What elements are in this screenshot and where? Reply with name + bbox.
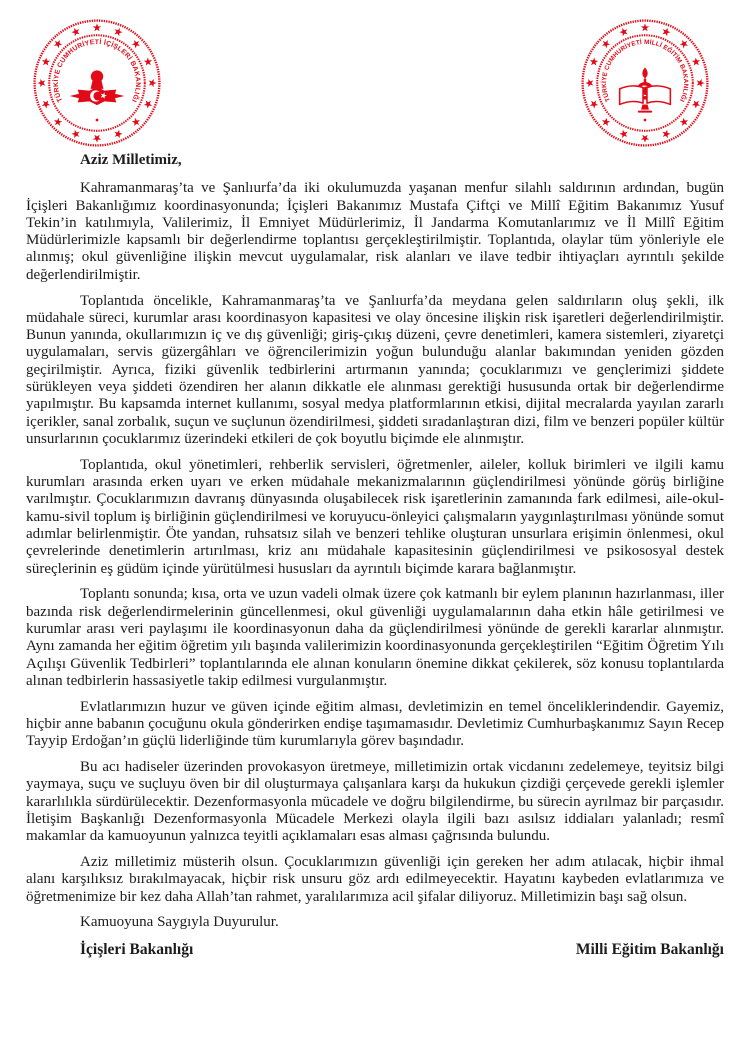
salutation: Aziz Milletimiz, [80, 152, 182, 168]
seal-bottom-dot [644, 119, 647, 122]
paragraph-6: Bu acı hadiseler üzerinden provokasyon üretmeye, milletimizin ortak vicdanını zedelemeye, teyitsiz bilgi yaymaya, suçu ve suçluyu öven bir dil oluşturmaya çalışanlara karşı da hukukun çizdiği çerçevede gerekli işlemler kararlılıkla sürdürülecektir. Dezenformasyonla mücadele ve doğru bilgilendirme, bu sürecin ayrılmaz bir parçasıdır. İletişim Başkanlığı Dezenformasyonla Mücadele Merkezi olayla ilgili bazı asılsız iddiaları yalanladı; resmî makamlar da kamuoyunun yalnızca teyitli açıklamaları esas alması çağrısında bulundu. [26, 759, 724, 845]
paragraph-7: Aziz milletimiz müsterih olsun. Çocuklarımızın güvenliği için gereken her adım atılacak, hiçbir ihmal alanı karşılıksız bırakılmayacak, hiçbir risk unsuru göz ardı edilmeyecektir. Hayatını kaybeden evlatlarımıza ve öğretmenimize bir kez daha Allah’tan rahmet, yaralılarımıza acil şifalar diliyoruz. Milletimizin başı sağ olsun. [26, 853, 724, 905]
paragraph-3: Toplantıda, okul yönetimleri, rehberlik servisleri, öğretmenler, aileler, kolluk birimleri ve ilgili kamu kurumları arasında erken uyarı ve erken müdahale mekanizmalarının güçlendirilmesi yönünde görüş birliğine varılmıştır. Çocuklarımızın davranış dünyasında oluşabilecek risk işaretlerinin zamanında fark edilmesi, aile-okul-kamu-sivil toplum iş birliğinin güçlendirilmesi ve koruyucu-önleyici çalışmaların yaygınlaştırılması yönünde somut adımlar belirlenmiştir. Öte yandan, ruhsatsız silah ve benzeri tehlike oluşturan unsurlara erişimin önlenmesi, okul çevrelerinde denetimlerin artırılması, kriz anı müdahale kapasitesinin güçlendirilmesi ve psikososyal destek süreçlerinin eş güdüm içinde yürütülmesi hususları da ayrıntılı biçimde karara bağlanmıştır. [26, 456, 724, 577]
ataturk-silhouette-icon [91, 70, 104, 89]
signature-interior-ministry: İçişleri Bakanlığı [80, 940, 194, 958]
interior-ministry-seal-icon [32, 18, 162, 148]
seal-bottom-dot [96, 119, 99, 122]
book-pedestal-icon [638, 104, 652, 112]
signature-row [26, 941, 724, 958]
paragraph-5: Evlatlarımızın huzur ve güven içinde eğitim alması, devletimizin en temel önceliklerindendir. Gayemiz, hiçbir anne babanın çocuğunu okula gönderirken endişe taşımamasıdır. Devletimiz Cumhurbaşkanımız Sayın Recep Tayyip Erdoğan’ın güçlü liderliğinde tüm kurumlarıyla görev başındadır. [26, 698, 724, 750]
interior-seal-ring-text: TÜRKİYE CUMHURİYETİ İÇİŞLERİ BAKANLIĞI [52, 38, 142, 104]
education-ministry-seal-icon [580, 18, 710, 148]
closing-line: Kamuoyuna Saygıyla Duyurulur. [80, 914, 279, 931]
paragraph-1: Kahramanmaraş’ta ve Şanlıurfa’da iki okulumuzda yaşanan menfur silahlı saldırının ardından, bugün İçişleri Bakanlığımız koordinasyonunda; İçişleri Bakanımız Mustafa Çiftçi ve Millî Eğitim Bakanımız Yusuf Tekin’in katılımıyla, Valilerimiz, İl Emniyet Müdürlerimiz, İl Jandarma Komutanlarımız ve İl Millî Eğitim Müdürlerimizle kapsamlı bir değerlendirme toplantısı gerçekleştirilmiştir. Toplantıda, olaylar tüm yönleriyle ele alınmış; okul güvenliğine ilişkin mevcut uygulamalar, risk alanları ve ilave tedbir ihtiyaçları ayrıntılı şekilde değerlendirilmiştir. [26, 180, 724, 283]
paragraph-4: Toplantı sonunda; kısa, orta ve uzun vadeli olmak üzere çok katmanlı bir eylem planının hazırlanması, iller bazında risk değerlendirmelerinin güncellenmesi, okul güvenliği uygulamalarının daha etkin hâle getirilmesi ve kurumlar arası veri paylaşımı ile koordinasyonun daha da güçlendirilmesi yönünde de gerekli kararlar alınmıştır. Aynı zamanda her eğitim öğretim yılı başında valilerimizin koordinasyonunda gerçekleştirilen “Eğitim Öğretim Yılı Açılışı Güvenlik Tedbirleri” toplantılarında ele alınan konuların önemine dikkat çekilerek, söz konusu toplantılarda alınan tedbirlerin hassasiyetle takip edilmesi vurgulanmıştır. [26, 586, 724, 689]
education-ministry-seal [580, 18, 710, 148]
document-body [26, 152, 724, 958]
education-seal-ring-text: TÜRKİYE CUMHURİYETİ MİLLİ EĞİTİM BAKANLIĞI [600, 38, 690, 103]
paragraph-2: Toplantıda öncelikle, Kahramanmaraş’ta ve Şanlıurfa’da meydana gelen saldırıların oluş şekli, ilk müdahale süreci, kurumlar arası koordinasyon kapasitesi ve olay öncesine ilişkin risk işaretleri değerlendirilmiştir. Bunun yanında, okullarımızın iç ve dış güvenliği; giriş-çıkış düzeni, çevre denetimleri, kamera sistemleri, ziyaretçi uygulamaları, servis güzergâhları ve öğrencilerimizin yoğun bulunduğu alanlar bakımından yeniden gözden geçirilmiştir. Ayrıca, fiziki güvenlik tedbirlerini artırmanın yanında; çocuklarımızı ve gençlerimizi şiddete sürükleyen veya şiddeti özendiren her alanın dikkatle ele alınması gerektiği hususunda ortak bir değerlendirme yapılmıştır. Bu kapsamda internet kullanımı, sosyal medya platformlarının etkisi, dijital mecralarda yayılan zararlı içerikler, sanal zorbalık, suçun ve suçlunun özendirilmesi, şiddeti sıradanlaştıran dizi, film ve benzeri popüler kültür unsurlarının çocuklarımız üzerindeki etkileri de çok boyutlu biçimde ele alınmıştır. [26, 292, 724, 447]
interior-ministry-seal [32, 18, 162, 148]
signature-education-ministry: Milli Eğitim Bakanlığı [575, 940, 724, 958]
